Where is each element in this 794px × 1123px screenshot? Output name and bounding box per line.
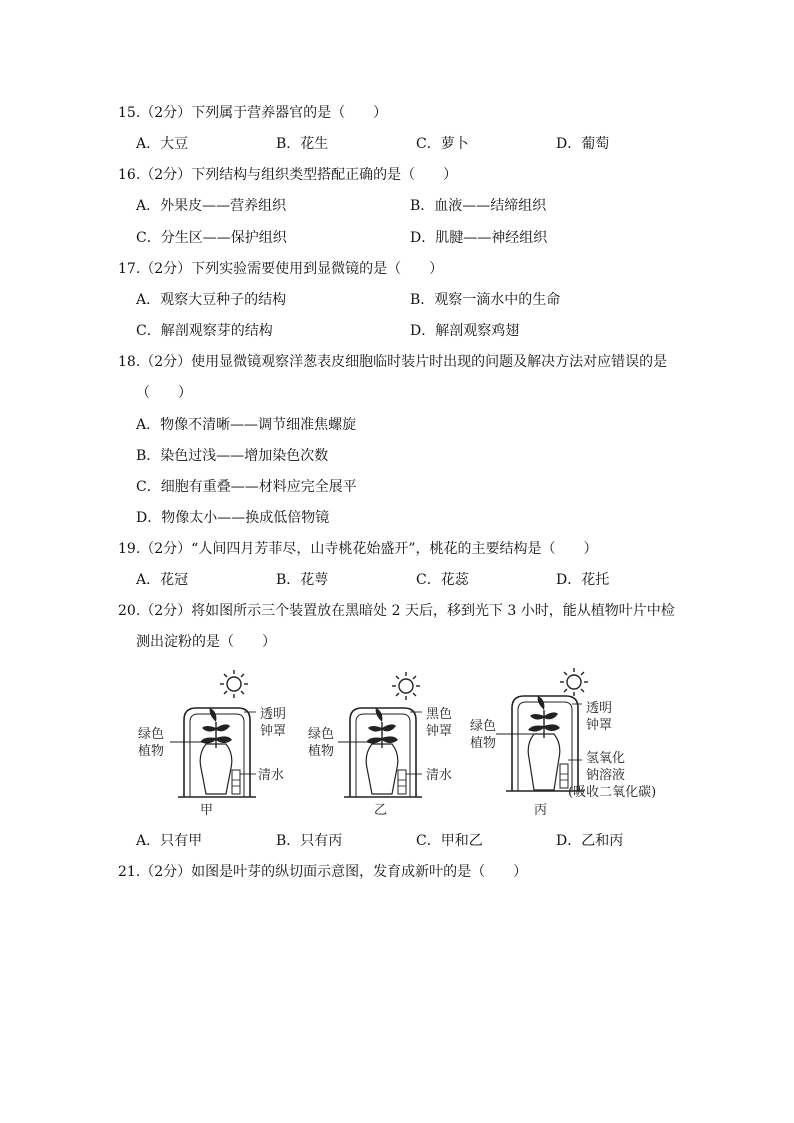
q19-option-d[interactable]: D．花托: [556, 572, 610, 588]
yi-label-left-1: 绿色: [308, 727, 335, 742]
question-16-options-row2: [136, 228, 696, 248]
yi-label-right-2: 钟罩: [426, 724, 453, 739]
small-beaker: [398, 770, 406, 794]
sun-icon: [560, 668, 588, 696]
q15-option-b[interactable]: B．花生: [276, 136, 329, 152]
jia-label-left-2: 植物: [138, 744, 165, 759]
q17-option-b[interactable]: B．观察一滴水中的生命: [410, 292, 561, 308]
q20-option-a[interactable]: A．只有甲: [136, 833, 203, 849]
sun-icon: [392, 672, 420, 700]
q18-option-a[interactable]: A．物像不清晰——调节细准焦螺旋: [136, 417, 357, 433]
q15-option-c[interactable]: C．萝卜: [416, 136, 469, 152]
q20-option-b[interactable]: B．只有丙: [276, 833, 343, 849]
q15-option-d[interactable]: D．葡萄: [556, 136, 610, 152]
question-17-options-row2: [136, 321, 696, 341]
question-19-stem: 19.（2分）“人间四月芳菲尽，山寺桃花始盛开”，桃花的主要结构是（ ）: [118, 541, 598, 557]
q19-option-a[interactable]: A．花冠: [136, 572, 189, 588]
jia-label-left-1: 绿色: [138, 727, 165, 742]
bing-label-liquid-1: 氢氧化: [586, 751, 626, 766]
yi-label-right-1: 黑色: [426, 707, 453, 722]
potted-plant-icon: [366, 708, 398, 794]
potted-plant-icon: [528, 696, 560, 790]
question-17-stem: 17.（2分）下列实验需要使用到显微镜的是（ ）: [118, 261, 444, 277]
jia-label-liquid: 清水: [258, 768, 285, 783]
setup-bing: [496, 668, 588, 791]
bing-label-right-1: 透明: [586, 701, 613, 716]
question-15-options: [136, 134, 696, 154]
jia-label-right-1: 透明: [260, 707, 287, 722]
question-17-options-row1: [136, 290, 696, 310]
q18-option-c[interactable]: C．细胞有重叠——材料应完全展平: [136, 479, 357, 495]
q16-option-b[interactable]: B．血液——结缔组织: [410, 198, 547, 214]
question-18-stem: 18.（2分）使用显微镜观察洋葱表皮细胞临时装片时出现的问题及解决方法对应错误的是: [118, 354, 668, 370]
q18-option-b[interactable]: B．染色过浅——增加染色次数: [136, 448, 329, 464]
question-16-options-row1: [136, 196, 696, 216]
setup-jia: [170, 670, 256, 797]
q19-option-b[interactable]: B．花萼: [276, 572, 329, 588]
question-16-stem: 16.（2分）下列结构与组织类型搭配正确的是（ ）: [118, 167, 458, 183]
jia-caption: 甲: [200, 803, 214, 818]
yi-caption: 乙: [374, 803, 388, 818]
q19-option-c[interactable]: C．花蕊: [416, 572, 469, 588]
potted-plant-icon: [200, 708, 232, 794]
question-18-stem-cont: （ ）: [136, 385, 192, 401]
yi-label-left-2: 植物: [308, 744, 335, 759]
bing-label-left-1: 绿色: [470, 719, 497, 734]
setup-yi: [338, 672, 422, 797]
q16-option-c[interactable]: C．分生区——保护组织: [136, 230, 287, 246]
yi-label-liquid: 清水: [426, 768, 453, 783]
q16-option-d[interactable]: D．肌腱——神经组织: [410, 230, 548, 246]
bing-label-liquid-3: (吸收二氧化碳): [568, 785, 657, 800]
q20-option-d[interactable]: D．乙和丙: [556, 833, 624, 849]
question-20-options: [136, 831, 696, 851]
q15-option-a[interactable]: A．大豆: [136, 136, 189, 152]
question-20-stem-cont: 测出淀粉的是（ ）: [136, 634, 276, 650]
question-21-stem: 21.（2分）如图是叶芽的纵切面示意图，发育成新叶的是（ ）: [118, 864, 528, 880]
question-19-options: [136, 570, 696, 590]
bing-label-liquid-2: 钠溶液: [586, 768, 626, 783]
q18-option-d[interactable]: D．物像太小——换成低倍物镜: [136, 510, 330, 526]
sun-icon: [220, 670, 248, 698]
q17-option-c[interactable]: C．解剖观察芽的结构: [136, 323, 273, 339]
bell-jar-experiment-diagram: [130, 662, 710, 824]
q20-option-c[interactable]: C．甲和乙: [416, 833, 483, 849]
question-20-stem: 20.（2分）将如图所示三个装置放在黑暗处 2 天后，移到光下 3 小时，能从植物叶片中检: [118, 603, 675, 619]
q16-option-a[interactable]: A．外果皮——营养组织: [136, 198, 287, 214]
bing-label-left-2: 植物: [470, 736, 497, 751]
q17-option-d[interactable]: D．解剖观察鸡翅: [410, 323, 520, 339]
small-beaker: [232, 770, 240, 794]
bing-caption: 丙: [534, 803, 548, 818]
q17-option-a[interactable]: A．观察大豆种子的结构: [136, 292, 287, 308]
small-beaker: [560, 764, 568, 788]
bing-label-right-2: 钟罩: [586, 718, 613, 733]
jia-label-right-2: 钟罩: [260, 724, 287, 739]
question-15-stem: 15.（2分）下列属于营养器官的是（ ）: [118, 105, 388, 121]
